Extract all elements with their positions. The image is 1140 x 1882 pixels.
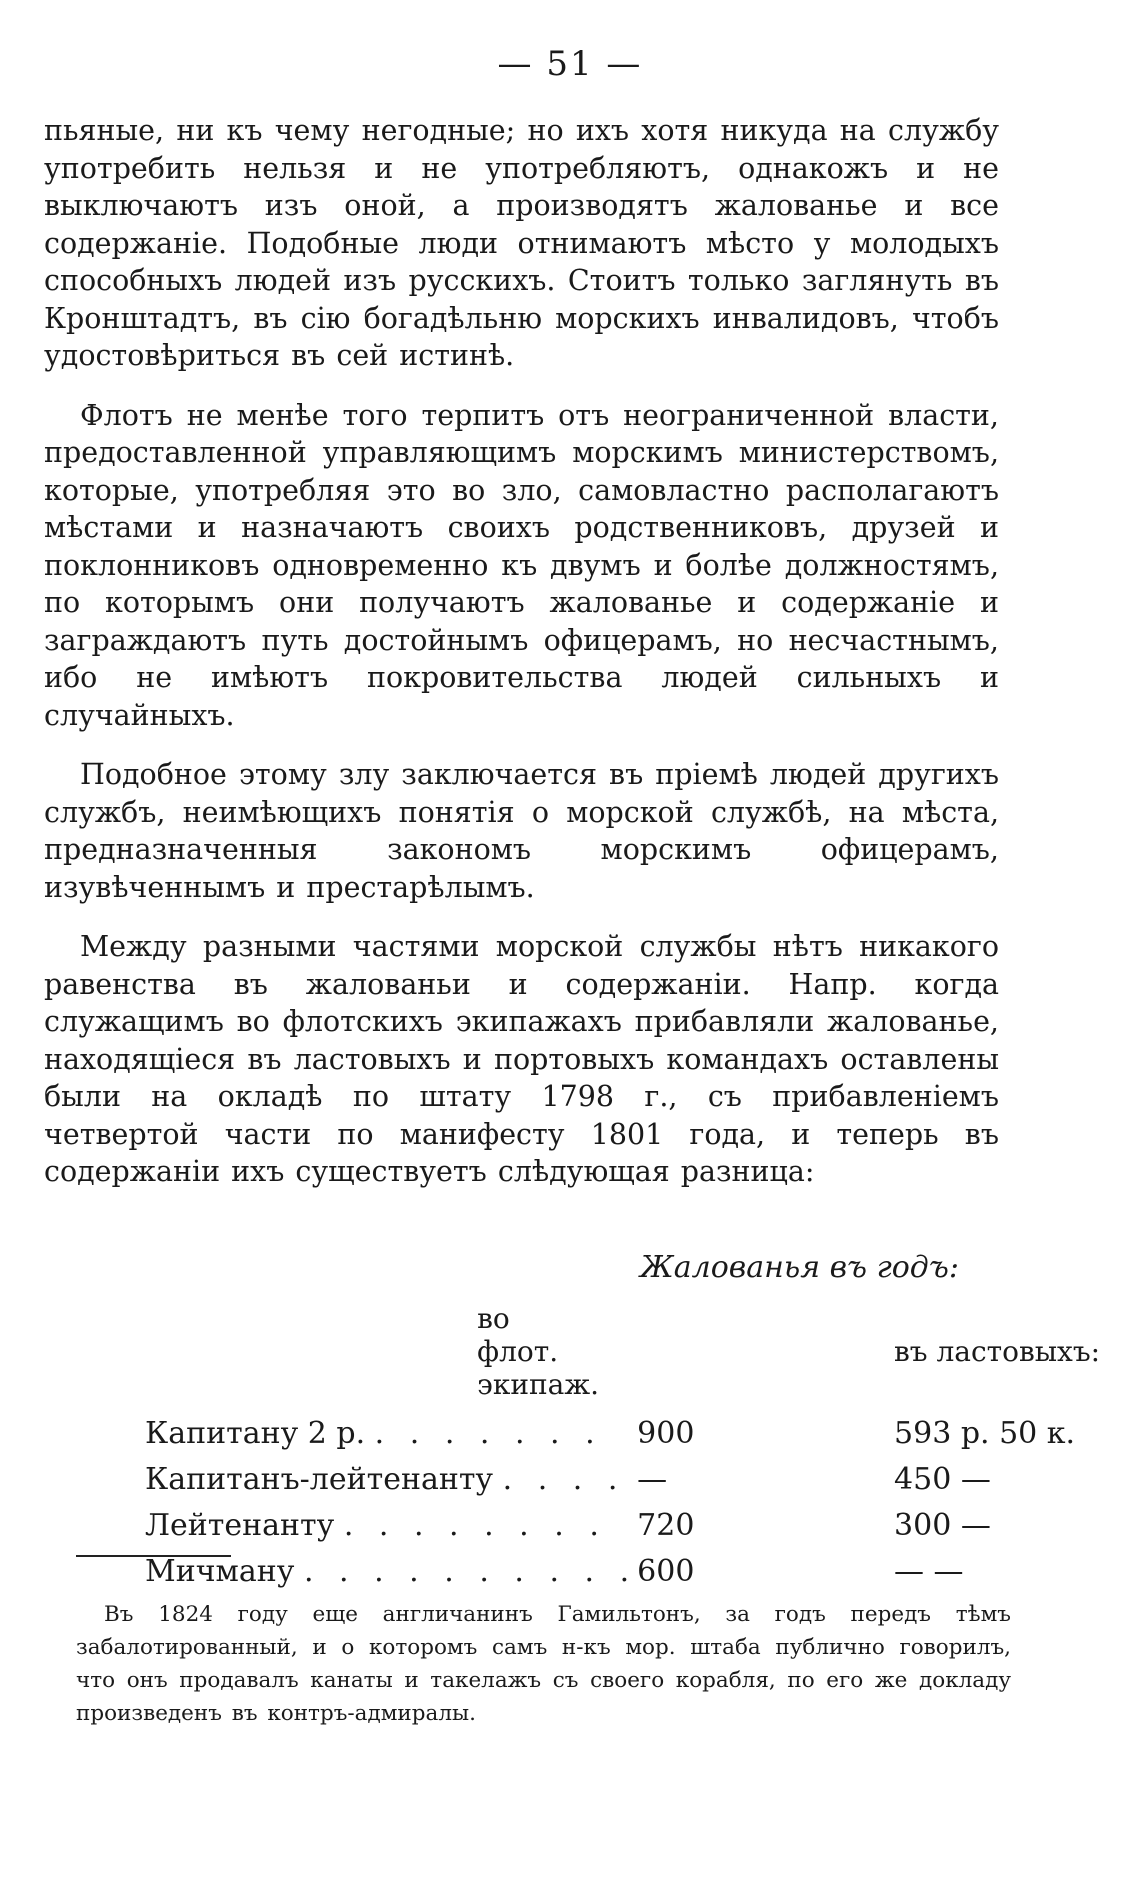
salary-table	[145, 1302, 1100, 1591]
last-cell: 300 —	[894, 1508, 991, 1543]
rank-name: Капитанъ-лейтенанту	[145, 1462, 494, 1497]
table-row	[145, 1407, 1100, 1453]
rank-cell	[145, 1545, 637, 1591]
leader-dots: . . . . . . .	[374, 1416, 603, 1451]
table-row	[145, 1453, 1100, 1499]
leader-dots: . . . . . . . .	[343, 1508, 607, 1543]
rank-cell	[145, 1407, 637, 1453]
rank-name: Лейтенанту	[145, 1508, 335, 1543]
last-cell: — —	[894, 1554, 964, 1589]
fleet-cell: —	[637, 1462, 668, 1497]
rank-cell	[145, 1453, 637, 1499]
fleet-cell: 600	[637, 1554, 695, 1589]
paragraph-2: Флотъ не менѣе того терпитъ отъ неограниченной власти, предоставленной управляющимъ морскимъ министерствомъ, которые, употребляя это во зло, самовластно располагаютъ мѣстами и назначаютъ своихъ родственниковъ, друзей и поклонниковъ одновременно къ двумъ и болѣе должностямъ, по которымъ они получаютъ жалованье и содержаніе и заграждаютъ путь достойнымъ офицерамъ, но несчастнымъ, ибо не имѣютъ покровительства людей сильныхъ и случайныхъ.	[44, 398, 999, 732]
salary-table-header-row	[145, 1302, 1100, 1407]
last-cell: 593 р. 50 к.	[894, 1416, 1076, 1451]
page-number: — 51 —	[497, 44, 643, 84]
footnote: Въ 1824 году еще англичанинъ Гамильтонъ, за годъ передъ тѣмъ забалотированный, и о которомъ самъ н-къ мор. штаба публично говорилъ, что онъ продавалъ канаты и такелажъ съ своего корабля, по его же докладу произведенъ въ контръ-адмиралы.	[76, 1602, 1011, 1726]
header-fleet-label: во флот. экипаж.	[477, 1302, 600, 1401]
rank-name: Мичману	[145, 1554, 295, 1589]
leader-dots: . . . .	[502, 1462, 626, 1497]
table-row	[145, 1499, 1100, 1545]
rank-cell	[145, 1499, 637, 1545]
last-cell: 450 —	[894, 1462, 991, 1497]
rank-name: Капитану 2 р.	[145, 1416, 366, 1451]
header-fleet	[477, 1302, 759, 1407]
leader-dots: . . . . . . . . . .	[303, 1554, 638, 1589]
paragraph-1: пьяные, ни къ чему негодные; но ихъ хотя никуда на службу употребить нельзя и не употребляютъ, однакожъ и не выключаютъ изъ оной, а производятъ жалованье и все содержаніе. Подобные люди отнимаютъ мѣсто у молодыхъ способныхъ людей изъ русскихъ. Стоитъ только заглянуть въ Кронштадтъ, въ сію богадѣльню морскихъ инвалидовъ, чтобъ удостовѣриться въ сей истинѣ.	[44, 114, 999, 372]
paragraph-3: Подобное этому злу заключается въ пріемѣ людей другихъ службъ, неимѣющихъ понятія о морской службѣ, на мѣста, предназначенныя закономъ морскимъ офицерамъ, изувѣченнымъ и престарѣлымъ.	[44, 758, 999, 904]
table-row	[145, 1545, 1100, 1591]
body-text	[44, 112, 999, 1213]
salary-table-heading: Жалованья въ годъ:	[640, 1250, 959, 1285]
footnote-rule	[76, 1555, 231, 1557]
paragraph-4: Между разными частями морской службы нѣтъ никакого равенства въ жалованьи и содержаніи. Напр. когда служащимъ во флотскихъ экипажахъ прибавляли жалованье, находящіеся въ ластовыхъ и портовыхъ командахъ оставлены были на окладѣ по штату 1798 г., съ прибавленіемъ четвертой части по манифесту 1801 года, и теперь въ содержаніи ихъ существуетъ слѣдующая разница:	[44, 930, 999, 1188]
header-last: въ ластовыхъ:	[894, 1335, 1101, 1368]
fleet-cell: 900	[637, 1416, 695, 1451]
fleet-cell: 720	[637, 1508, 695, 1543]
